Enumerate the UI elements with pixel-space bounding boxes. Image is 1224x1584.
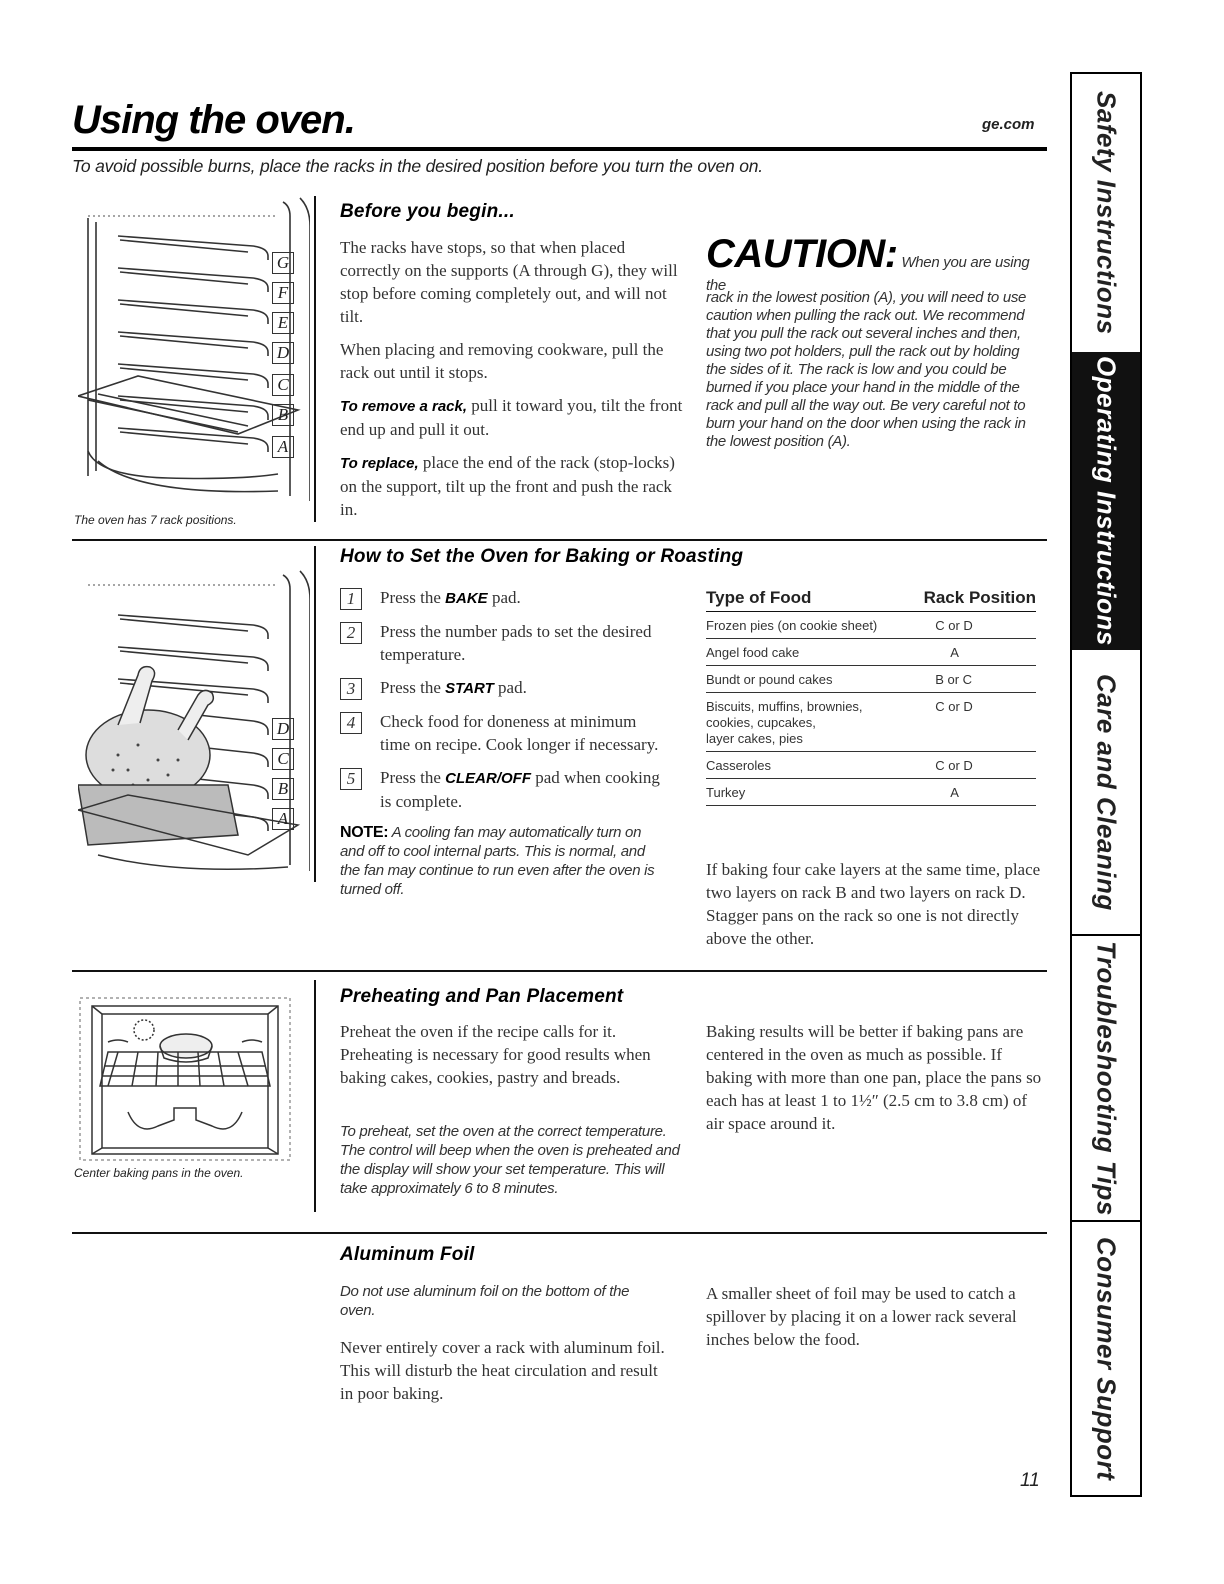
before-p2: When placing and removing cookware, pull the rack out until it stops. xyxy=(340,340,664,382)
fan-note: NOTE: A cooling fan may automatically turn on and off to cool internal parts. This is normal, and the fan may continue to run even after the oven is turned off. xyxy=(340,824,655,898)
preheat-p1: Preheat the oven if the recipe calls for it. Preheating is necessary for good results when baking cakes, cookies, pastry and breads. xyxy=(340,1022,651,1087)
page-number: 11 xyxy=(1020,1470,1040,1491)
section-rule xyxy=(72,539,1047,541)
section-divider xyxy=(314,546,316,882)
rack-label-b: B xyxy=(272,404,294,426)
pan-placement-illustration xyxy=(78,996,292,1162)
step-5: 5 Press the CLEAR/OFF pad when cooking is complete. xyxy=(340,766,660,813)
step-3: 3 Press the START pad. xyxy=(340,676,660,700)
tab-consumer-support[interactable]: Consumer Support xyxy=(1091,1236,1122,1481)
preheat-heading: Preheating and Pan Placement xyxy=(340,986,624,1007)
rack-guides xyxy=(118,236,268,452)
step-4: 4 Check food for doneness at minimum time on recipe. Cook longer if necessary. xyxy=(340,710,660,756)
tab-operating-instructions[interactable]: Operating Instructions xyxy=(1072,352,1140,650)
step-number: 2 xyxy=(340,622,362,644)
preheat-italic: To preheat, set the oven at the correct temperature. The control will beep when the oven is preheated and the display will show your set temperature. This will take approximately 6 to 8 minutes. xyxy=(340,1123,680,1197)
table-row: Biscuits, muffins, brownies, cookies, cupcakes, layer cakes, pies C or D xyxy=(706,693,1036,752)
replace-rack-text: To replace, place the end of the rack (stop-locks) on the support, tilt up the front and push the rack in. xyxy=(340,453,675,519)
col-food-type: Type of Food xyxy=(706,588,905,612)
rack-label-a: A xyxy=(272,436,294,458)
website-label: ge.com xyxy=(982,116,1035,133)
caution-text: rack in the lowest position (A), you will need to use caution when pulling the rack out. We recommend that you pull the rack out several inches and then, using two pot holders, pull the rack out by holding the sides of it. The rack is low and you could be burned if you place your hand in the middle of the rack and pull all the way out. Be very careful not to burn your hand on the door when using the rack in the lowest position (A). xyxy=(706,289,1027,450)
section-divider xyxy=(314,980,316,1212)
rack-label-c: C xyxy=(272,748,294,770)
remove-rack-text: To remove a rack, pull it toward you, tilt the front end up and pull it out. xyxy=(340,396,683,439)
section-rule xyxy=(72,970,1047,972)
caution-lead: When you are using the xyxy=(706,254,1030,294)
table-row: Bundt or pound cakes B or C xyxy=(706,666,1036,693)
rack-label-a: A xyxy=(272,808,294,830)
section-tabs xyxy=(1070,72,1142,1497)
caution-word: CAUTION: xyxy=(706,232,898,276)
turkey xyxy=(86,667,213,800)
before-heading: Before you begin... xyxy=(340,201,515,222)
table-row: Turkey A xyxy=(706,779,1036,806)
rack-label-d: D xyxy=(272,718,294,740)
page-title: Using the oven. xyxy=(72,98,355,142)
caution-block xyxy=(706,232,1051,451)
step-1: 1 Press the BAKE pad. xyxy=(340,586,660,610)
table-row: Angel food cake A xyxy=(706,639,1036,666)
step-number: 5 xyxy=(340,768,362,790)
rack-label-e: E xyxy=(272,312,294,334)
before-text xyxy=(340,236,685,531)
rack-label-g: G xyxy=(272,252,294,274)
table-row: Casseroles C or D xyxy=(706,752,1036,779)
preheat-p2: Baking results will be better if baking pans are centered in the oven as much as possible. If baking with more than one pan, place the pans so each has at least 1 to 1½″ (2.5 cm to 3.8 cm) of air space around it. xyxy=(706,1022,1042,1133)
rack-caption: The oven has 7 rack positions. xyxy=(74,513,237,527)
step-number: 4 xyxy=(340,712,362,734)
step-number: 3 xyxy=(340,678,362,700)
rack-letter-column xyxy=(272,250,298,490)
foil-p2: A smaller sheet of foil may be used to catch a spillover by placing it on a lower rack several inches below the food. xyxy=(706,1284,1017,1349)
rack-label-b: B xyxy=(272,778,294,800)
tab-care-and-cleaning[interactable]: Care and Cleaning xyxy=(1091,673,1122,911)
table-row: Frozen pies (on cookie sheet) C or D xyxy=(706,612,1036,639)
foil-heading: Aluminum Foil xyxy=(340,1244,475,1265)
rack-position-table xyxy=(706,588,1036,806)
rack-label-d: D xyxy=(272,342,294,364)
header-rule xyxy=(72,147,1047,151)
baking-steps xyxy=(340,586,660,899)
foil-italic: Do not use aluminum foil on the bottom of the oven. xyxy=(340,1283,630,1319)
step-number: 1 xyxy=(340,588,362,610)
baking-heading: How to Set the Oven for Baking or Roasting xyxy=(340,546,744,567)
pie xyxy=(160,1034,212,1062)
rack-letter-column-2 xyxy=(272,716,298,841)
col-rack-position: Rack Position xyxy=(905,588,1036,612)
before-p1: The racks have stops, so that when placed correctly on the supports (A through G), they will stop before coming completely out, and will not tilt. xyxy=(340,238,678,326)
foil-p1: Never entirely cover a rack with aluminum foil. This will disturb the heat circulation and result in poor baking. xyxy=(340,1338,665,1403)
pan-caption: Center baking pans in the oven. xyxy=(74,1166,244,1180)
cake-layers-text: If baking four cake layers at the same time, place two layers on rack B and two layers on rack D. Stagger pans on the rack so one is not directly above the other. xyxy=(706,860,1041,948)
tab-troubleshooting-tips[interactable]: Troubleshooting Tips xyxy=(1091,940,1122,1216)
rack-label-f: F xyxy=(272,282,294,304)
burn-warning: To avoid possible burns, place the racks in the desired position before you turn the oven on. xyxy=(72,156,763,176)
step-2: 2 Press the number pads to set the desired temperature. xyxy=(340,620,660,666)
rack-label-c: C xyxy=(272,374,294,396)
section-divider xyxy=(314,196,316,522)
section-rule xyxy=(72,1232,1047,1234)
tab-safety-instructions[interactable]: Safety Instructions xyxy=(1091,91,1122,335)
roasting-pan xyxy=(78,785,238,845)
